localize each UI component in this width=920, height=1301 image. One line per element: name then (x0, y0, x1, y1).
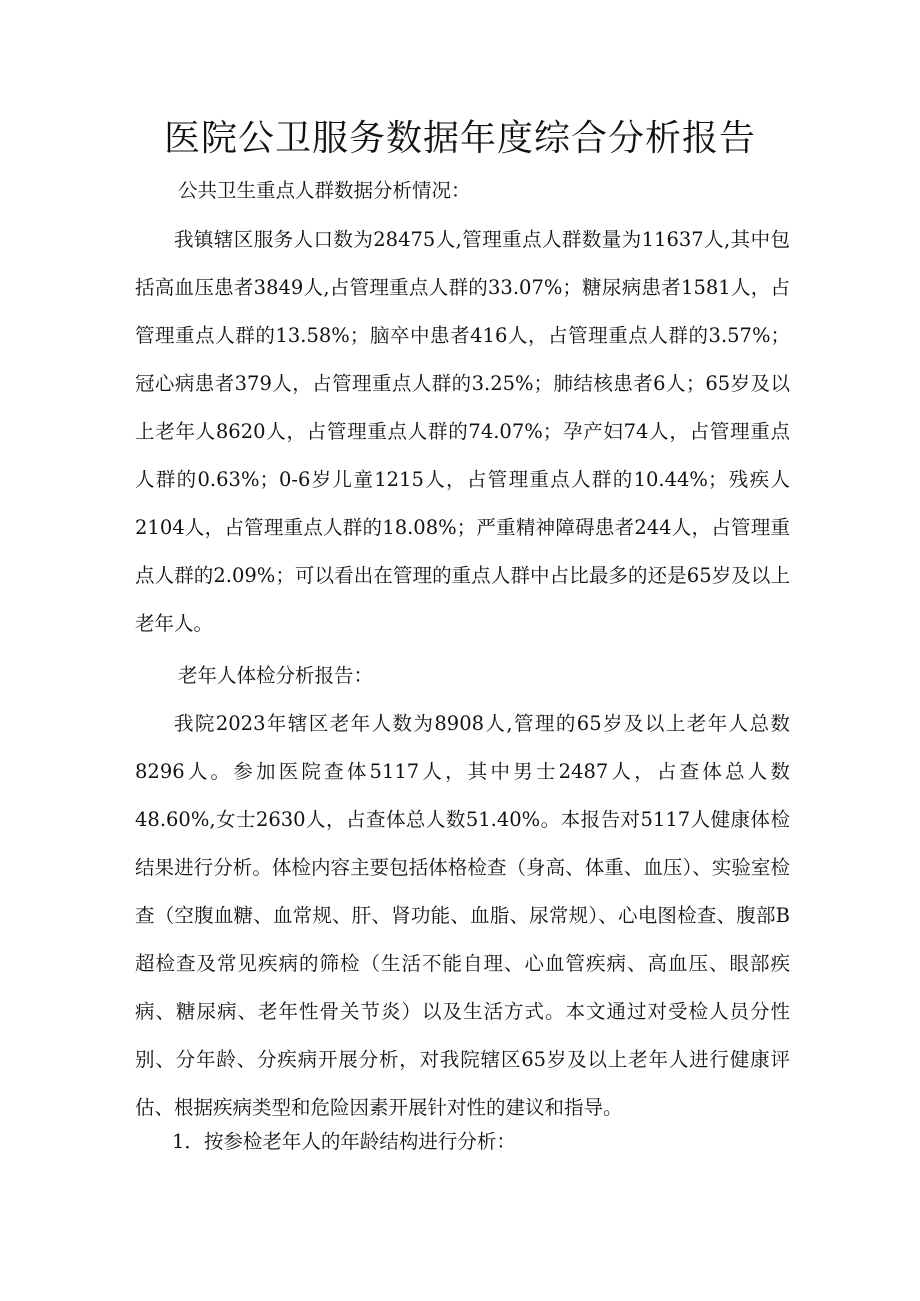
section-heading-elderly-checkup: 老年人体检分析报告： (178, 664, 374, 687)
document-title: 医院公卫服务数据年度综合分析报告 (163, 118, 756, 159)
numbered-heading-age-structure: 1．按参检老年人的年龄结构进行分析： (172, 1130, 516, 1153)
paragraph-elderly-checkup-overview: 我院2023年辖区老年人数为8908人,管理的65岁及以上老年人总数8296人。参加医院查体5117人，其中男士2487人，占查体总人数48.60%,女士2630人，占查体总人数51.40%。本报告对5117人健康体检结果进行分析。体检内容主要包括体格检查（身高、体重、血压）、实验室检查（空腹血糖、血常规、肝、肾功能、血脂、尿常规）、心电图检查、腹部B超检查及常见疾病的筛检（生活不能自理、心血管疾病、高血压、眼部疾病、糖尿病、老年性骨关节炎）以及生活方式。本文通过对受检人员分性别、分年龄、分疾病开展分析，对我院辖区65岁及以上老年人进行健康评估、根据疾病类型和危险因素开展针对性的建议和指导。 (135, 712, 790, 1119)
section-heading-key-population: 公共卫生重点人群数据分析情况： (178, 179, 471, 202)
paragraph-key-population-statistics: 我镇辖区服务人口数为28475人,管理重点人群数量为11637人,其中包括高血压患者3849人,占管理重点人群的33.07%；糖尿病患者1581人，占管理重点人群的13.58%；脑卒中患者416人，占管理重点人群的3.57%；冠心病患者379人，占管理重点人群的3.25%；肺结核患者6人；65岁及以上老年人8620人，占管理重点人群的74.07%；孕产妇74人，占管理重点人群的0.63%；0-6岁儿童1215人，占管理重点人群的10.44%；残疾人2104人，占管理重点人群的18.08%；严重精神障碍患者244人，占管理重点人群的2.09%；可以看出在管理的重点人群中占比最多的还是65岁及以上老年人。 (135, 228, 790, 635)
